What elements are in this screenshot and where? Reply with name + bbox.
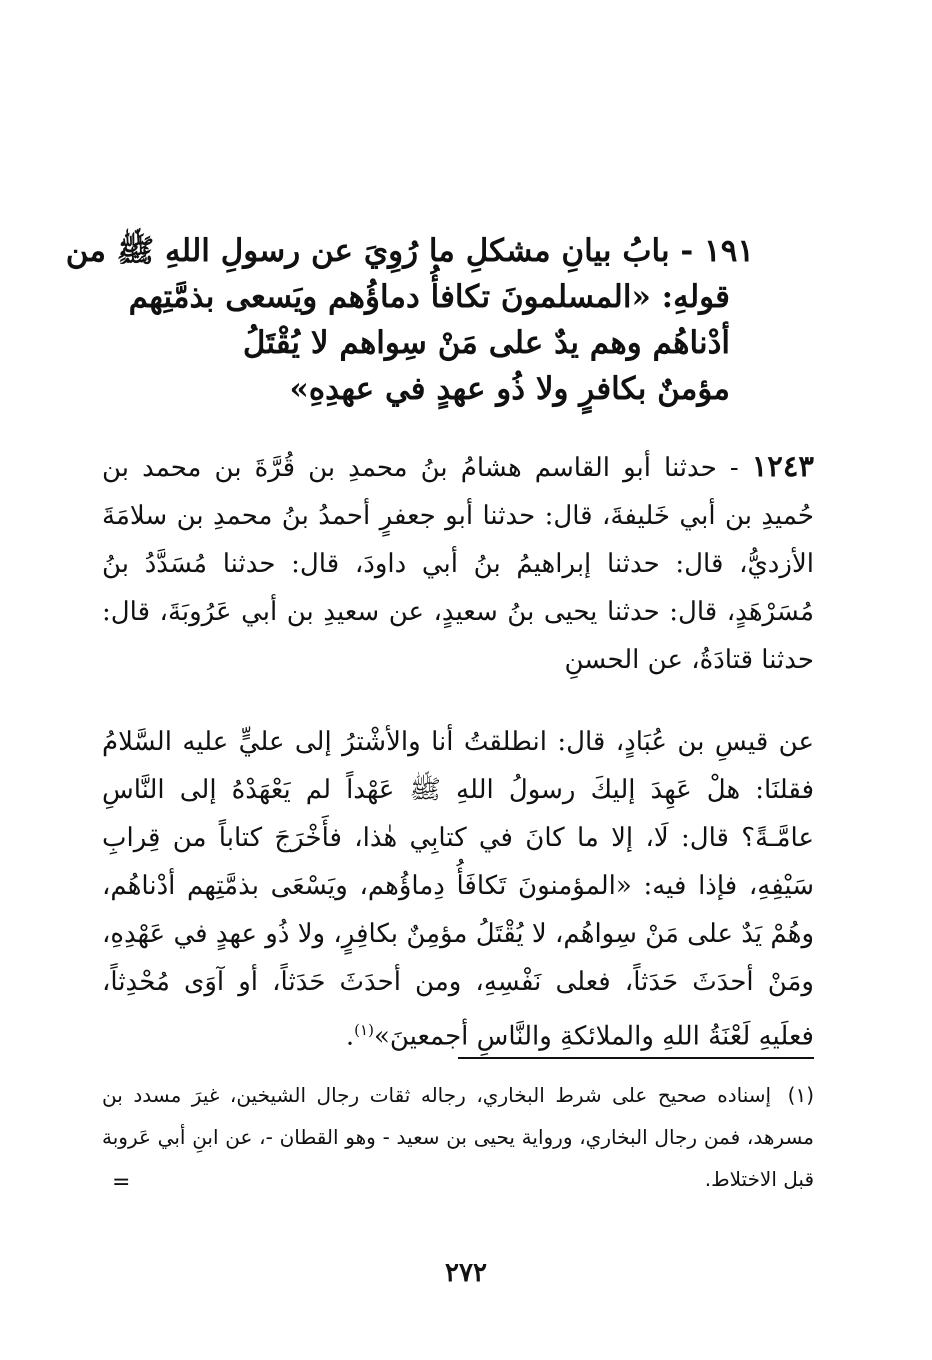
chapter-heading-line-2: قولهِ: «المسلمونَ تكافأُ دماؤُهم ويَسعى بذمَّتِهم xyxy=(128,279,730,315)
hadith-matn-text: عن قيسِ بن عُبَادٍ، قال: انطلقتُ أنا والأشْترُ إلى عليٍّ عليه السَّلامُ فقلنَا: هلْ عَهِدَ إليكَ رسولُ اللهِ ﷺ عَهْداً لم يَعْهَدْهُ إلى النَّاسِ عامَّـةً؟ قال: لَا، إلا ما كانَ في كتابِي هٰذا، فأَخْرَجَ كتاباً من قِرابِ سَيْفِهِ، فإذا فيه: «المؤمنونَ تَكافَأُ دِماؤُهم، ويَسْعَى بذمَّتِهم أدْناهُم، وهُمْ يَدٌ على مَنْ سِواهُم، لا يُقْتَلُ مؤمِنٌ بكافِرٍ، ولا ذُو عهدٍ في عَهْدِهِ، ومَنْ أحدَثَ حَدَثاً، فعلى نَفْسِهِ، ومن أحدَثَ حَدَثاً، أو آوَى مُحْدِثاً، فعلَيهِ لَعْنَةُ اللهِ والملائكةِ والنَّاسِ أجمعينَ» xyxy=(102,727,814,1052)
hadith-isnad-text: - حدثنا أبو القاسم هشامُ بنُ محمدِ بن قُرَّةَ بن محمد بن حُميدِ بن أبي خَليفةَ، قال: حدثنا أبو جعفرٍ أحمدُ بنُ محمدِ بن سلامَةَ الأزديُّ، قال: حدثنا إبراهيمُ بنُ أبي داودَ، قال: حدثنا مُسَدَّدُ بنُ مُسَرْهَدٍ، قال: حدثنا يحيى بنُ سعيدٍ، عن سعيدِ بن أبي عَرُوبَةَ، قال: حدثنا قتادَةُ، عن الحسنِ xyxy=(102,453,814,675)
footnote xyxy=(102,1074,814,1200)
footnote-text: إسناده صحيح على شرط البخاري، رجاله ثقات رجال الشيخين، غيرَ مسدد بن مسرهد، فمن رجال البخاري، ورواية يحيى بن سعيد - وهو القطان -، عن ابنِ أبي عَروبة قبل الاختلاط. xyxy=(102,1083,814,1191)
hadith-end-punctuation: . xyxy=(345,1021,355,1052)
hadith-matn-paragraph xyxy=(102,718,814,1061)
footnote-reference[interactable]: (١) xyxy=(354,1021,374,1039)
chapter-heading-line-3: أدْناهُم وهم يدٌ على مَنْ سِواهم لا يُقْتَلُ xyxy=(242,325,730,361)
page-number: ٢٧٢ xyxy=(445,1258,487,1288)
chapter-heading xyxy=(65,228,754,412)
hadith-isnad-paragraph xyxy=(102,442,814,684)
footnote-separator xyxy=(458,1057,814,1059)
chapter-heading-line-4: مؤمنٌ بكافرٍ ولا ذُو عهدٍ في عهدِهِ» xyxy=(289,371,730,407)
footnote-marker: (١) xyxy=(787,1083,814,1107)
chapter-heading-line-1: ١٩١ - بابُ بيانِ مشكلِ ما رُوِيَ عن رسولِ اللهِ ﷺ من xyxy=(65,233,754,269)
hadith-number: ١٢٤٣ xyxy=(751,449,815,483)
footnote-continuation-mark: = xyxy=(112,1170,131,1195)
